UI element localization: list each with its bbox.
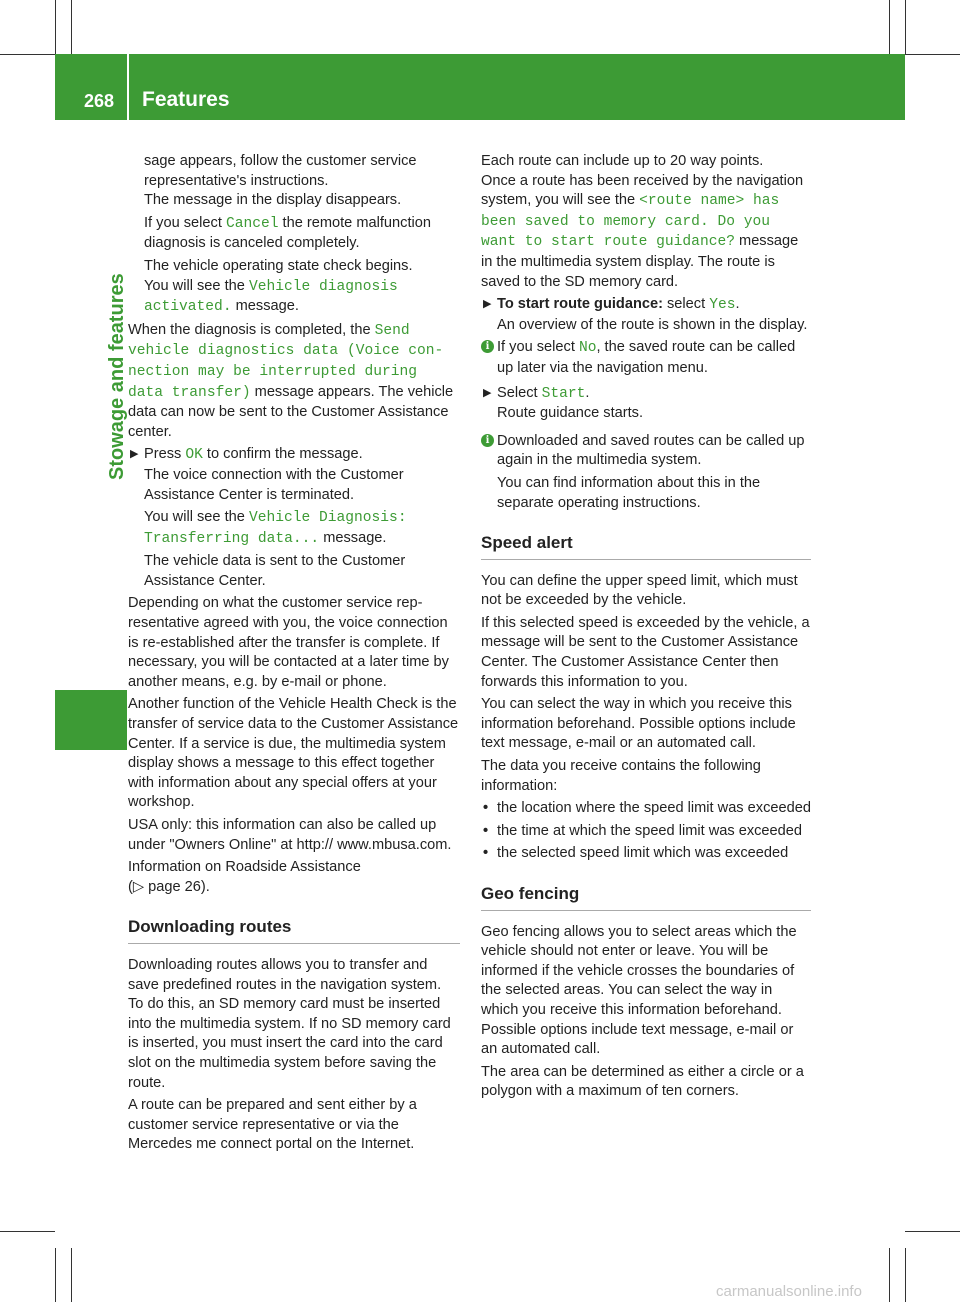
paragraph: Route guidance starts.	[497, 405, 644, 422]
display-text: OK	[185, 447, 203, 464]
paragraph: The area can be determined as either a circle or a polygon with a maximum of ten corners.	[481, 1063, 804, 1100]
step-arrow-icon: ▶	[130, 448, 139, 461]
info-note: i Downloaded and saved routes can be called up again in the multimedia system.	[481, 432, 811, 471]
list-item: • the selected speed limit which was exceeded	[481, 844, 811, 864]
crop-mark	[55, 0, 56, 54]
paragraph: When the diagnosis is completed, the Send vehicle diagnostics data (Voice con‐ nection may be interrupted during data transfer) message appears. The vehicle data can now be sent to the Customer Assistance center.	[128, 321, 454, 440]
paragraph: sage appears, follow the customer service representative's instructions.	[144, 153, 417, 189]
section-tab-label: Stowage and features	[106, 273, 128, 480]
bullet-icon: •	[483, 822, 489, 839]
section-heading: Downloading routes	[128, 917, 460, 944]
paragraph: Information on Roadside Assistance (▷ page 26).	[128, 858, 460, 897]
step-arrow-icon: ▶	[483, 386, 492, 399]
crop-mark	[0, 54, 55, 55]
paragraph: The vehicle data is sent to the Customer Assistance Center.	[144, 553, 406, 589]
left-column	[128, 152, 460, 1158]
paragraph: USA only: this information can also be called up under "Owners Online" at http:// www.mbusa.com.	[128, 817, 452, 853]
side-tab-marker	[55, 690, 127, 750]
paragraph: You will see the Vehicle Diagnosis: Transferring data... message.	[144, 509, 407, 547]
display-text: Vehicle diagnosis activated.	[144, 278, 398, 316]
info-icon: i	[481, 434, 494, 447]
paragraph: You can find information about this in the separate operating instructions.	[497, 474, 761, 511]
crop-mark	[0, 1231, 55, 1232]
info-note: i If you select No, the saved route can be called up later via the navigation menu.	[481, 338, 811, 378]
paragraph: The vehicle operating state check begins.	[144, 257, 413, 274]
crop-mark	[71, 1248, 72, 1302]
display-text: <route name> has been saved to memory card. Do you want to start route guidance?	[481, 193, 780, 251]
list-item: • the time at which the speed limit was exceeded	[481, 822, 811, 842]
list-item: • the location where the speed limit was exceeded	[481, 799, 811, 819]
section-heading: Speed alert	[481, 533, 811, 560]
instruction-step: ▶ To start route guidance: select Yes.	[483, 296, 740, 314]
display-text: Send vehicle diagnostics data (Voice con‐ nection may be interrupted during data transfer)	[128, 322, 444, 401]
instruction-step: ▶ Select Start.	[483, 384, 590, 402]
paragraph: The voice connection with the Customer Assistance Center is terminated.	[144, 466, 404, 503]
paragraph: Depending on what the customer service representative agreed with you, the voice connection is re-established after the transfer is complete. If necessary, you will be contacted at a later time by another means, e.g. by e-mail or phone.	[128, 595, 449, 690]
display-text: Yes	[709, 297, 736, 314]
crop-mark	[905, 1248, 906, 1302]
paragraph: Geo fencing allows you to select areas which the vehicle should not enter or leave. You will be informed if the vehicle crosses the boundaries of the selected areas. You can select the way in which you receive this information beforehand. Possible options include text message, e-mail or an automated call.	[481, 923, 797, 1058]
paragraph: You will see the Vehicle diagnosis activated. message.	[144, 277, 398, 316]
paragraph: You can define the upper speed limit, which must not be exceeded by the vehicle.	[481, 572, 798, 609]
header-divider	[127, 54, 129, 120]
crop-mark	[889, 1248, 890, 1302]
paragraph: The data you receive contains the following information:	[481, 758, 761, 794]
crop-mark	[905, 0, 906, 54]
paragraph: Each route can include up to 20 way points.	[481, 153, 764, 169]
step-arrow-icon: ▶	[483, 298, 492, 311]
bullet-icon: •	[483, 845, 489, 862]
display-text: Vehicle Diagnosis: Transferring data...	[144, 510, 407, 547]
instruction-step: ▶ Press OK to confirm the message.	[130, 446, 363, 464]
info-icon: i	[481, 340, 494, 353]
paragraph: If you select Cancel the remote malfunction diagnosis is canceled completely.	[144, 214, 431, 252]
paragraph: You can select the way in which you receive this information beforehand. Possible options include text message, e-mail or an automated call.	[481, 696, 796, 752]
crop-mark	[905, 1231, 960, 1232]
crop-mark	[905, 54, 960, 55]
running-title: Features	[142, 88, 230, 111]
paragraph: An overview of the route is shown in the display.	[497, 316, 808, 333]
page-reference-link[interactable]: (▷ page 26).	[128, 878, 210, 895]
section-heading: Geo fencing	[481, 884, 811, 911]
paragraph: If this selected speed is exceeded by the vehicle, a message will be sent to the Customer Assistance Center. The Customer Assistance Center then forwards this information to you.	[481, 614, 810, 690]
display-text: No	[578, 340, 597, 357]
paragraph: Another function of the Vehicle Health Check is the transfer of service data to the Customer Assistance Center. If a service is due, the multimedia system display shows a message to this effect together with information about any special offers at your workshop.	[128, 696, 459, 811]
display-text: Start	[541, 385, 586, 402]
display-text: Cancel	[225, 215, 279, 232]
bullet-icon: •	[483, 800, 489, 817]
crop-mark	[55, 1248, 56, 1302]
watermark: carmanualsonline.info	[716, 1283, 862, 1300]
right-column	[481, 152, 811, 1105]
crop-mark	[71, 0, 72, 54]
paragraph: A route can be prepared and sent either by a customer service representative or via the Mercedes me connect portal on the Internet.	[128, 1097, 417, 1153]
paragraph: Downloading routes allows you to transfer and save predefined routes in the navigation system. To do this, an SD memory card must be inserted into the multimedia system. If no SD memory card is inserted, you must insert the card into the card slot on the multimedia system before saving the route.	[128, 956, 451, 1091]
paragraph: The message in the display disappears.	[144, 192, 402, 209]
crop-mark	[889, 0, 890, 54]
page-number: 268	[84, 91, 115, 111]
paragraph: Once a route has been received by the navigation system, you will see the <route name> has been saved to memory card. Do you want to start route guidance? message in the multimedia system display. The route is saved to the SD memory card.	[481, 172, 804, 290]
